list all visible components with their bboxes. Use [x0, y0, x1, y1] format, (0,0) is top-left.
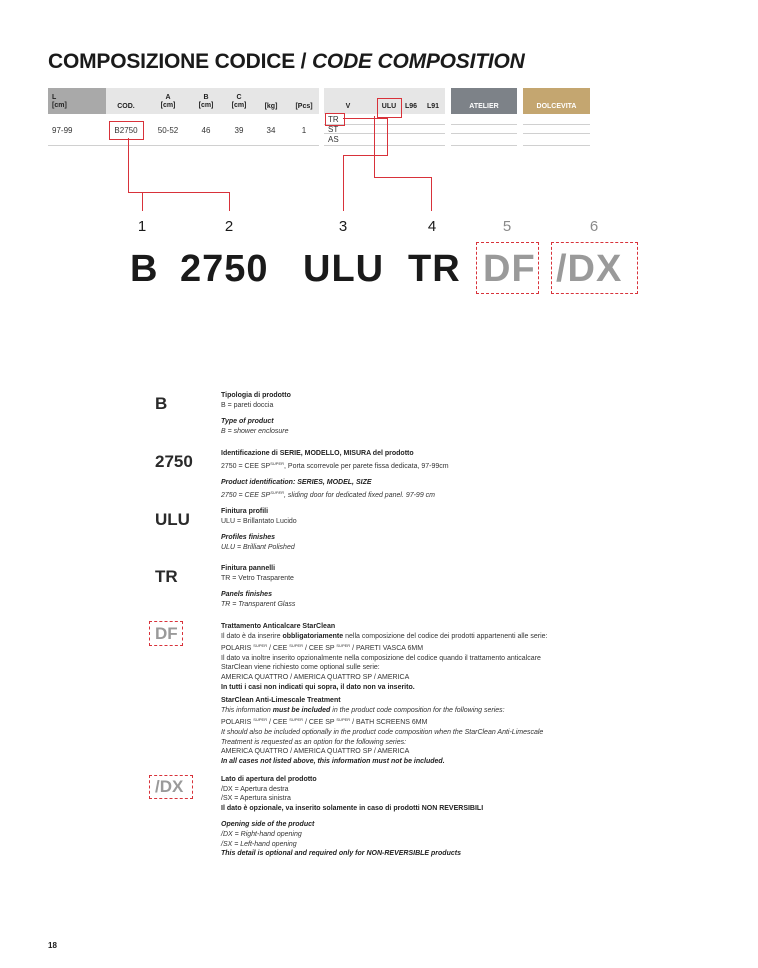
row-divider — [523, 145, 590, 146]
title-main: COMPOSIZIONE CODICE / — [48, 50, 307, 73]
code-part-dx: /DX — [556, 248, 623, 290]
cell-glass-st: ST — [328, 125, 339, 134]
cell-glass-tr: TR — [328, 115, 339, 124]
header-l: L [cm] — [52, 94, 67, 109]
segment-number-4: 4 — [427, 218, 437, 235]
cell-b: 46 — [201, 126, 211, 135]
code-part-2750: 2750 — [180, 248, 269, 290]
header-c: C [cm] — [231, 94, 247, 109]
connector-line — [142, 192, 143, 211]
connector-line — [343, 155, 344, 211]
title-italic: CODE COMPOSITION — [311, 50, 525, 73]
highlight-tr — [325, 113, 345, 126]
row-divider — [451, 133, 517, 134]
row-divider — [48, 145, 319, 146]
header-ulu: ULU — [381, 103, 397, 110]
desc-block-tr: Finitura pannelli TR = Vetro Trasparente Panels finishes TR = Transparent Glass — [221, 565, 296, 608]
cell-a: 50-52 — [157, 126, 179, 135]
row-divider — [324, 145, 445, 146]
cell-glass-as: AS — [328, 135, 339, 144]
connector-line — [374, 177, 432, 178]
header-dolcevita: DOLCEVITA — [536, 103, 577, 110]
code-part-df: DF — [483, 248, 536, 290]
row-divider — [523, 124, 590, 125]
connector-line — [343, 118, 388, 119]
desc-code-2750: 2750 — [155, 452, 193, 471]
segment-number-5: 5 — [502, 218, 512, 235]
header-kg: [kg] — [264, 103, 278, 110]
connector-line — [431, 177, 432, 211]
row-divider — [523, 133, 590, 134]
header-pcs: [Pcs] — [295, 103, 313, 110]
desc-block-ulu: Finitura profili ULU = Brillantato Lucido Profiles finishes ULU = Brilliant Polished — [221, 508, 297, 551]
code-part-ulu: ULU — [303, 248, 385, 290]
connector-line — [229, 192, 230, 211]
connector-line — [343, 155, 388, 156]
segment-number-6: 6 — [589, 218, 599, 235]
header-l91: L91 — [426, 103, 440, 110]
highlight-ulu — [377, 98, 402, 118]
row-divider — [324, 133, 445, 134]
page-number: 18 — [48, 941, 57, 950]
cell-kg: 34 — [266, 126, 276, 135]
connector-line — [387, 118, 388, 156]
header-cod: COD. — [117, 103, 135, 110]
row-divider — [451, 124, 517, 125]
segment-number-3: 3 — [338, 218, 348, 235]
page-title — [48, 50, 525, 74]
desc-code-df: DF — [155, 624, 178, 643]
header-b: B [cm] — [198, 94, 214, 109]
desc-block-b: Tipologia di prodotto B = pareti doccia Type of product B = shower enclosure — [221, 392, 291, 435]
desc-code-ulu: ULU — [155, 510, 190, 529]
connector-line — [128, 192, 230, 193]
segment-number-2: 2 — [224, 218, 234, 235]
connector-line — [128, 138, 129, 193]
cell-cod: B2750 — [114, 126, 138, 135]
header-atelier: ATELIER — [469, 103, 499, 110]
desc-code-dx: /DX — [155, 777, 184, 796]
header-l96: L96 — [404, 103, 418, 110]
row-divider — [451, 145, 517, 146]
header-v: V — [345, 103, 351, 110]
cell-l: 97-99 — [52, 126, 73, 135]
cell-c: 39 — [234, 126, 244, 135]
highlight-cod — [109, 121, 144, 140]
header-a: A [cm] — [160, 94, 176, 109]
code-part-b: B — [130, 248, 159, 290]
desc-block-dx: Lato di apertura del prodotto /DX = Apertura destra /SX = Apertura sinistra Il dato è opzionale, va inserito solamente in caso di prodotti NON REVERSIBILI Opening side of the product /DX = Right-hand opening /SX = Left-hand opening This detail is optional and required only for NON-REVERSIBLE products — [221, 776, 484, 858]
desc-code-b: B — [155, 394, 168, 413]
code-part-tr: TR — [408, 248, 461, 290]
connector-line — [374, 116, 375, 178]
cell-pcs: 1 — [301, 126, 307, 135]
desc-code-tr: TR — [155, 567, 178, 586]
segment-number-1: 1 — [137, 218, 147, 235]
desc-block-2750: Identificazione di SERIE, MODELLO, MISURA del prodotto 2750 = CEE $SP^{SUPER}$, Porta scorrevole per parete fissa dedicata, 97-99cm Product identification: SERIES, MODEL, SIZE 2750 = CEE $SP^{SUPER}$, sliding door for dedicated fixed panel. 97-99 cm — [221, 450, 449, 499]
desc-block-df: Trattamento Anticalcare StarClean Il dato è da inserire obbligatoriamente nella composizione del codice dei prodotti appartenenti alle serie: POLARIS $^{SUPER}$ / CEE $^{SUPER}$ / CEE SP $^{SUPER}$ / PARETI VASCA 6MM Il dato va inoltre inserito opzionalmente nella composizione del codice quando il trattamento anticalcare StarClean viene richiesto come optional sulle serie: AMERICA QUATTRO / AMERICA QUATTRO SP / AMERICA In tutti i casi non indicati qui sopra, il dato non va inserito. StarClean Anti-Limescale Treatment This information must be included in the product code composition for the following series: POLARIS $^{SUPER}$ / CEE $^{SUPER}$ / CEE SP $^{SUPER}$ / BATH SCREENS 6MM It should also be included optionally in the product code composition when the StarClean Anti-Limescale Treatment is requested as an option for the following series: AMERICA QUATTRO / AMERICA QUATTRO SP / AMERICA In all cases not listed above, this information must not be included. — [221, 623, 548, 765]
